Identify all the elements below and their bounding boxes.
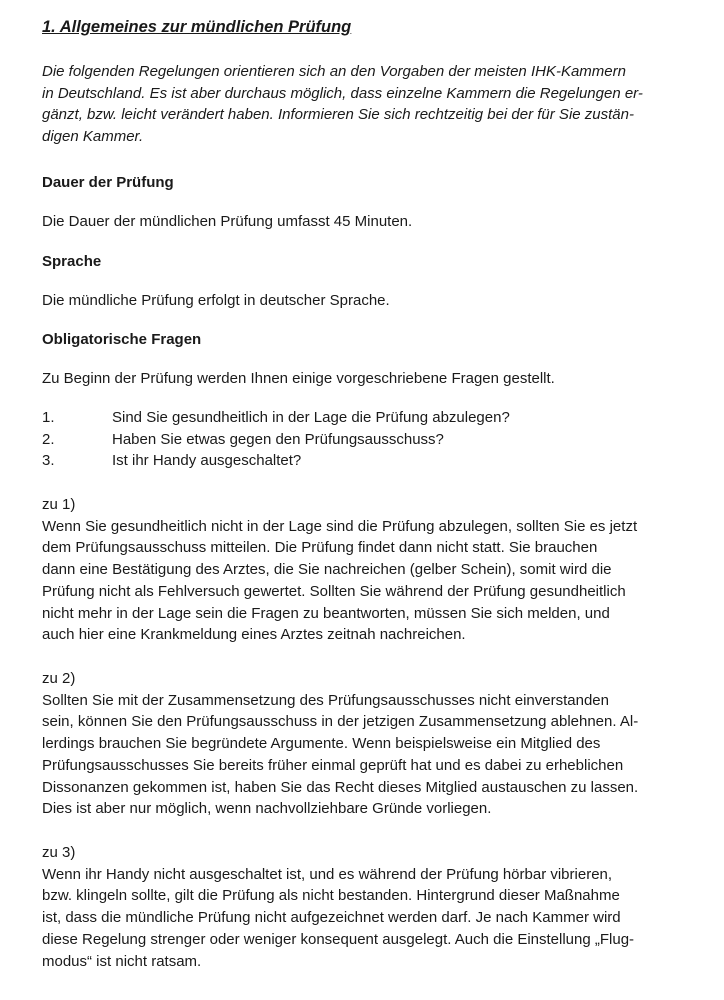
heading-fragen: Obligatorische Fragen <box>42 331 202 348</box>
answer-line: Prüfungsausschusses Sie bereits früher einmal geprüft hat und es dabei zu erheblichen <box>42 756 624 774</box>
heading-sprache: Sprache <box>42 253 102 270</box>
answer-line: dem Prüfungsausschuss mitteilen. Die Prüfung findet dann nicht statt. Sie brauchen <box>42 539 598 557</box>
list-number: 2. <box>42 430 55 448</box>
answer-line: Wenn ihr Handy nicht ausgeschaltet ist, und es während der Prüfung hörbar vibrieren, <box>42 865 613 883</box>
answer-line: dann eine Bestätigung des Arztes, die Sie nachreichen (gelber Schein), somit wird die <box>42 561 612 579</box>
answer-line: Dies ist aber nur möglich, wenn nachvollziehbare Gründe vorliegen. <box>42 800 492 818</box>
answer-line: Sollten Sie mit der Zusammensetzung des Prüfungsausschusses nicht einverstanden <box>42 691 609 709</box>
answer-line: ist, dass die mündliche Prüfung nicht aufgezeichnet werden darf. Je nach Kammer wird <box>42 909 621 927</box>
text-sprache: Die mündliche Prüfung erfolgt in deutscher Sprache. <box>42 292 390 309</box>
question-list <box>42 407 682 472</box>
answer-line: modus“ ist nicht ratsam. <box>42 952 202 970</box>
text-fragen: Zu Beginn der Prüfung werden Ihnen einige vorgeschriebene Fragen gestellt. <box>42 370 555 387</box>
answer-line: auch hier eine Krankmeldung eines Arztes zeitnah nachreichen. <box>42 626 466 644</box>
answer-line: diese Regelung strenger oder weniger konsequent ausgelegt. Auch die Einstellung „Flug- <box>42 930 635 948</box>
list-text: Ist ihr Handy ausgeschaltet? <box>112 452 302 470</box>
answer-label: zu 2) <box>42 670 76 687</box>
answer-line: lerdings brauchen Sie begründete Argumente. Wenn beispielsweise ein Mitglied des <box>42 735 601 753</box>
page-title: 1. Allgemeines zur mündlichen Prüfung <box>42 18 352 36</box>
answer-line: Dissonanzen gekommen ist, haben Sie das Recht dieses Mitglied austauschen zu lassen. <box>42 778 639 796</box>
list-item <box>42 407 682 429</box>
list-number: 1. <box>42 409 55 426</box>
answer-label: zu 1) <box>42 496 76 513</box>
text-dauer: Die Dauer der mündlichen Prüfung umfasst 45 Minuten. <box>42 213 413 230</box>
list-item <box>42 429 682 451</box>
intro-paragraph <box>42 61 682 148</box>
intro-line: Die folgenden Regelungen orientieren sich an den Vorgaben der meisten IHK-Kammern <box>42 63 626 80</box>
answer-line: Prüfung nicht als Fehlversuch gewertet. Sollten Sie während der Prüfung gesundheitlich <box>42 582 626 600</box>
intro-line: digen Kammer. <box>42 128 144 146</box>
answer-line: Wenn Sie gesundheitlich nicht in der Lage sind die Prüfung abzulegen, sollten Sie es jetzt <box>42 517 638 535</box>
intro-line: in Deutschland. Es ist aber durchaus möglich, dass einzelne Kammern die Regelungen er- <box>42 84 643 102</box>
heading-dauer: Dauer der Prüfung <box>42 174 174 191</box>
answer-line: bzw. klingeln sollte, gilt die Prüfung als nicht bestanden. Hintergrund dieser Maßnahme <box>42 887 620 905</box>
answer-2 <box>42 668 682 820</box>
answer-line: sein, können Sie den Prüfungsausschuss in der jetzigen Zusammensetzung ablehnen. Al- <box>42 713 639 731</box>
intro-line: gänzt, bzw. leicht verändert haben. Informieren Sie sich rechtzeitig bei der für Sie zustän- <box>42 106 634 124</box>
list-text: Haben Sie etwas gegen den Prüfungsausschuss? <box>112 430 444 448</box>
answer-label: zu 3) <box>42 844 76 861</box>
answer-line: nicht mehr in der Lage sein die Fragen zu beantworten, müssen Sie sich melden, und <box>42 604 610 622</box>
answer-3 <box>42 842 682 972</box>
list-number: 3. <box>42 452 55 470</box>
answer-1 <box>42 494 682 646</box>
list-item <box>42 450 682 472</box>
list-text: Sind Sie gesundheitlich in der Lage die Prüfung abzulegen? <box>112 409 510 426</box>
